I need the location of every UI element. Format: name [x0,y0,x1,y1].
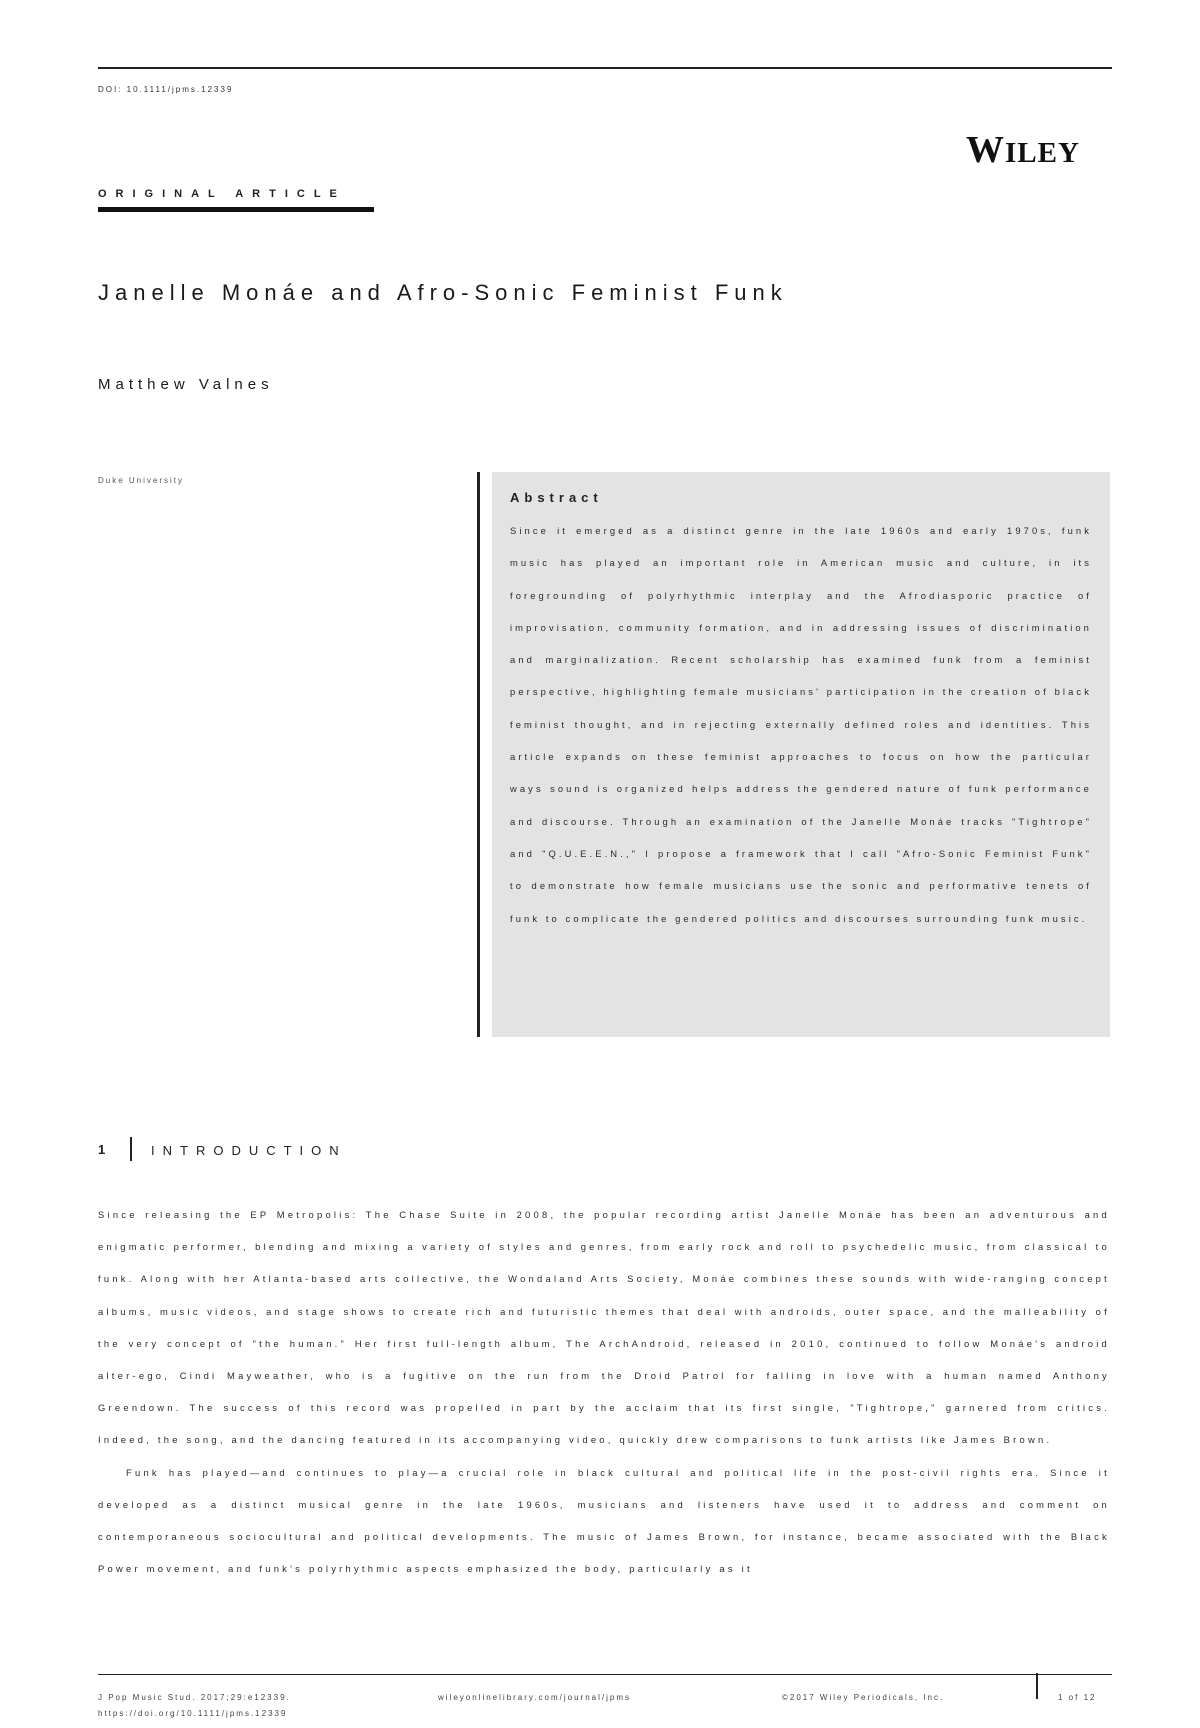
abstract-text: Since it emerged as a distinct genre in the late 1960s and early 1970s, funk music has played an important role in American music and culture, in its foregrounding of polyrhythmic interplay and the Afrodiasporic practice of improvisation, community formation, and in addressing issues of discrimination and marginalization. Recent scholarship has examined funk from a feminist perspective, highlighting female musicians' participation in the creation of black feminist thought, and in rejecting externally defined roles and identities. This article expands on these feminist approaches to focus on how the particular ways sound is organized helps address the gendered nature of funk performance and discourse. Through an examination of the Janelle Monáe tracks "Tightrope" and "Q.U.E.E.N.," I propose a framework that I call "Afro-Sonic Feminist Funk" to demonstrate how female musicians use the sonic and performative tenets of funk to complicate the gendered politics and discourses surrounding funk music. [510,525,1092,924]
doi-label[interactable]: DOI: 10.1111/jpms.12339 [98,85,234,94]
section-divider [130,1137,132,1161]
section-number: 1 [98,1142,106,1157]
section-title: INTRODUCTION [151,1143,347,1158]
header-rule [98,67,1112,69]
article-title: Janelle Monáe and Afro-Sonic Feminist Funk [98,280,788,305]
publisher-logo: WILEY [966,129,1080,171]
author-affiliation: Duke University [98,476,185,485]
footer-copyright: ©2017 Wiley Periodicals, Inc. [782,1693,945,1702]
author-name[interactable]: Matthew Valnes [98,376,274,393]
abstract-box [492,472,1110,1037]
page-number: 1 of 12 [1058,1693,1097,1702]
footer-journal-site-link[interactable]: wileyonlinelibrary.com/journal/jpms [438,1693,632,1702]
footer-divider [1036,1673,1038,1699]
article-type-label: ORIGINAL ARTICLE [98,188,346,200]
abstract-side-rule [477,472,480,1037]
body-paragraph-1: Since releasing the EP Metropolis: The Chase Suite in 2008, the popular recording artist Janelle Monáe has been an adventurous and enigmatic performer, blending and mixing a variety of styles and genres, from early rock and roll to psychedelic music, from classical to funk. Along with her Atlanta-based arts collective, the Wondaland Arts Society, Monáe combines these sounds with wide-ranging concept albums, music videos, and stage shows to create rich and futuristic themes that deal with androids, outer space, and the malleability of the very concept of "the human." Her first full-length album, The ArchAndroid, released in 2010, continued to follow Monáe's android alter-ego, Cindi Mayweather, who is a fugitive on the run from the Droid Patrol for falling in love with a human named Anthony Greendown. The success of this record was propelled in part by the acclaim that its first single, "Tightrope," garnered from critics. Indeed, the song, and the dancing featured in its accompanying video, quickly drew comparisons to funk artists like James Brown. [98,1209,1110,1446]
footer-doi-link[interactable]: https://doi.org/10.1111/jpms.12339 [98,1709,288,1718]
footer-rule [98,1674,1112,1675]
body-paragraph-2: Funk has played—and continues to play—a crucial role in black cultural and political life in the post-civil rights era. Since it developed as a distinct musical genre in the late 1960s, musicians and listeners have used it to address and comment on contemporaneous sociocultural and political developments. The music of James Brown, for instance, became associated with the Black Power movement, and funk's polyrhythmic aspects emphasized the body, particularly as it [98,1466,1110,1575]
article-type-underline [98,207,374,212]
body-text [98,1199,1110,1585]
abstract-heading: Abstract [510,490,603,505]
footer-journal-citation: J Pop Music Stud. 2017;29:e12339. [98,1693,291,1702]
